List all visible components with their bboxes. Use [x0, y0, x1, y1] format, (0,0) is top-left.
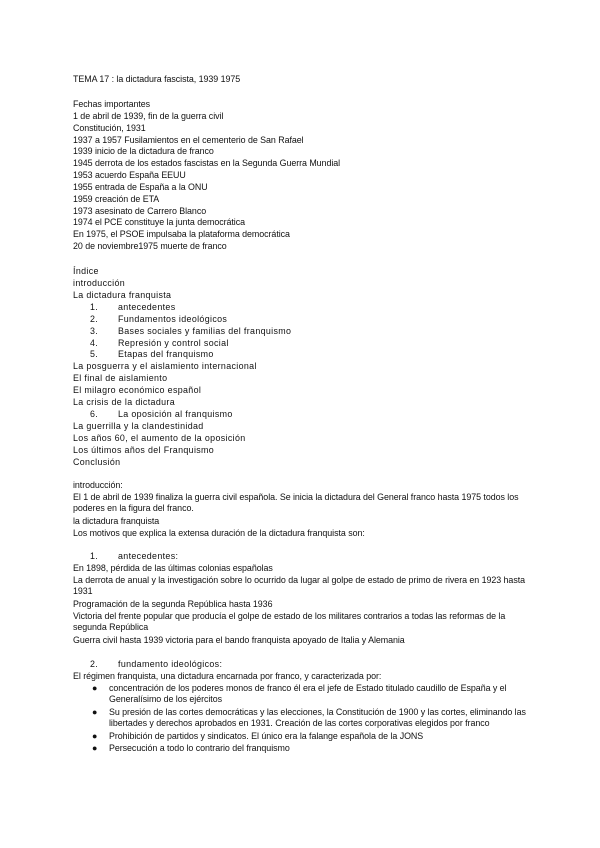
intro-heading: introducción: [73, 480, 123, 490]
antecedentes-line: Programación de la segunda República hasta 1936 [73, 599, 273, 609]
fecha-item: Constitución, 1931 [73, 123, 146, 133]
antecedentes-line: En 1898, pérdida de las últimas colonias españolas [73, 563, 273, 573]
intro-subheading: la dictadura franquista [73, 516, 160, 526]
fundamento-heading: 2. fundamento ideológicos: [90, 659, 223, 669]
antecedentes-heading: 1. antecedentes: [90, 551, 179, 561]
indice-subitem: 4. Represión y control social [90, 338, 229, 348]
indice-item: El final de aislamiento [73, 373, 168, 383]
fundamento-bullet: Su presión de las cortes democráticas y las elecciones, la Constitución de 1900 y las cortes, eliminando las libertades y derechos aprobados en 1931. Creación de las cortes corporativas elegidos por franco [109, 707, 526, 728]
bullet-icon: ● [92, 743, 98, 753]
intro-paragraph: El 1 de abril de 1939 finaliza la guerra civil española. Se inicia la dictadura del General franco hasta 1975 todos los poderes en la figura del franco. [73, 492, 519, 513]
indice-item: La crisis de la dictadura [73, 397, 175, 407]
indice-item: Los años 60, el aumento de la oposición [73, 433, 246, 443]
bullet-icon: ● [92, 683, 98, 693]
indice-item: Conclusión [73, 457, 121, 467]
indice-subitem: 5. Etapas del franquismo [90, 349, 214, 359]
document-title: TEMA 17 : la dictadura fascista, 1939 1975 [73, 74, 241, 84]
antecedentes-line: Victoria del frente popular que producía el golpe de estado de los militares contrarios a todas las reformas de la segunda República [73, 611, 506, 632]
fundamento-bullet: Persecución a todo lo contrario del franquismo [109, 743, 290, 753]
indice-subitem: 6. La oposición al franquismo [90, 409, 233, 419]
fechas-heading: Fechas importantes [73, 99, 151, 109]
indice-heading: Índice [73, 266, 99, 276]
fundamento-bullet: concentración de los poderes monos de franco él era el jefe de Estado titulado caudillo de España y el Generalísimo de los ejércitos [109, 683, 507, 704]
indice-item: Los últimos años del Franquismo [73, 445, 215, 455]
fecha-item: 1 de abril de 1939, fin de la guerra civil [73, 111, 224, 121]
fecha-item: 1939 inicio de la dictadura de franco [73, 146, 214, 156]
bullet-icon: ● [92, 707, 98, 717]
fecha-item: 1945 derrota de los estados fascistas en la Segunda Guerra Mundial [73, 158, 341, 168]
indice-subitem: 2. Fundamentos ideológicos [90, 314, 228, 324]
antecedentes-line: Guerra civil hasta 1939 victoria para el bando franquista apoyado de Italia y Alemania [73, 635, 405, 645]
indice-item: La dictadura franquista [73, 290, 172, 300]
indice-subitem: 1. antecedentes [90, 302, 176, 312]
fecha-item: 1955 entrada de España a la ONU [73, 182, 208, 192]
fundamento-bullet: Prohibición de partidos y sindicatos. El único era la falange española de la JONS [109, 731, 424, 741]
fecha-item: En 1975, el PSOE impulsaba la plataforma democrática [73, 229, 290, 239]
indice-item: La posguerra y el aislamiento internacional [73, 361, 257, 371]
indice-item: El milagro económico español [73, 385, 202, 395]
fecha-item: 1959 creación de ETA [73, 194, 160, 204]
fecha-item: 20 de noviembre1975 muerte de franco [73, 241, 227, 251]
indice-subitem: 3. Bases sociales y familias del franquismo [90, 326, 292, 336]
fecha-item: 1937 a 1957 Fusilamientos en el cementerio de San Rafael [73, 135, 304, 145]
fecha-item: 1973 asesinato de Carrero Blanco [73, 206, 207, 216]
fecha-item: 1953 acuerdo España EEUU [73, 170, 186, 180]
indice-item: La guerrilla y la clandestinidad [73, 421, 204, 431]
fundamento-intro: El régimen franquista, una dictadura encarnada por franco, y caracterizada por: [73, 671, 382, 681]
bullet-icon: ● [92, 731, 98, 741]
antecedentes-line: La derrota de anual y la investigación sobre lo ocurrido da lugar al golpe de estado de primo de rivera en 1923 hasta 1931 [73, 575, 526, 596]
indice-item: introducción [73, 278, 126, 288]
fecha-item: 1974 el PCE constituye la junta democrática [73, 217, 245, 227]
intro-motivos: Los motivos que explica la extensa duración de la dictadura franquista son: [73, 528, 365, 538]
